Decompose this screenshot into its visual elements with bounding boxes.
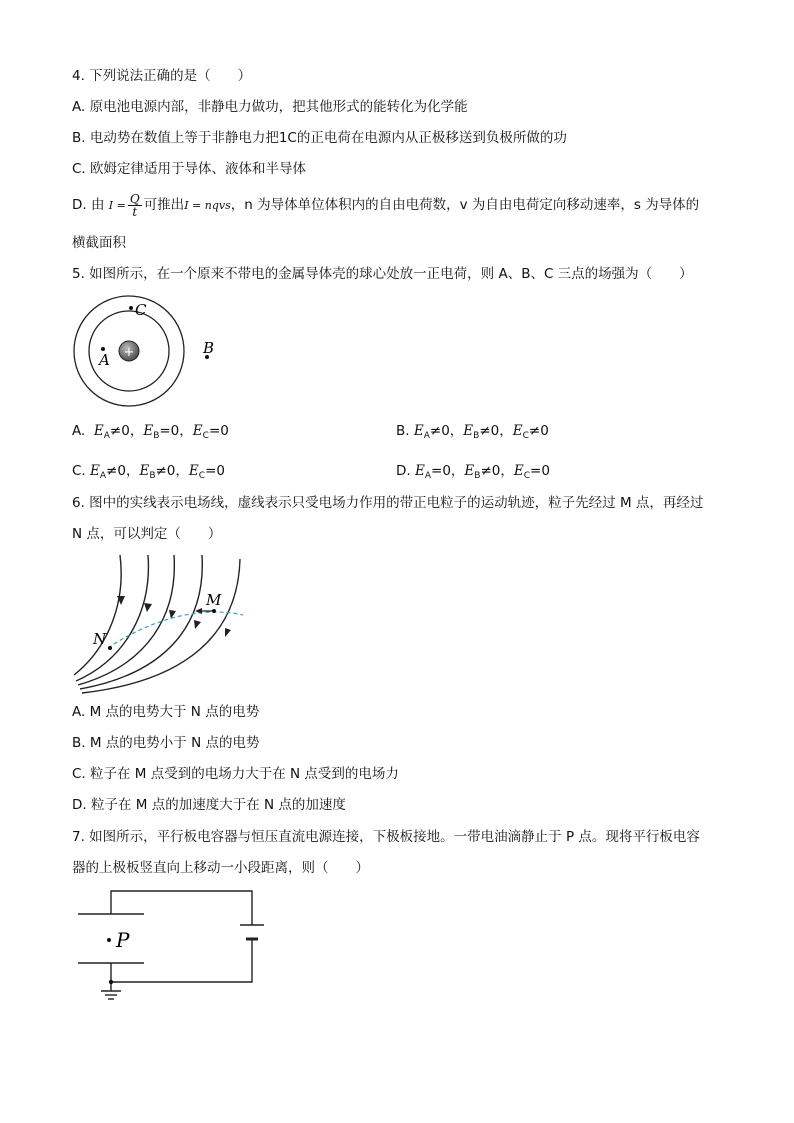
q5-c-ea: ≠0， (106, 463, 140, 479)
q5-option-c: C. $E_A\ne 0$，$E_B\ne 0$，$E_C=0$ (72, 463, 225, 481)
q4-d-fraction (128, 193, 142, 218)
q5-b-ea: ≠0， (429, 423, 464, 439)
q4-option-a: A. 原电池电源内部，非静电力做功，把其他形式的能转化为化学能 (72, 99, 468, 115)
q4-d-fraction-den: t (132, 204, 138, 219)
q6-option-c: C. 粒子在 M 点受到的电场力大于在 N 点受到的电场力 (72, 766, 399, 782)
q5-c-eb: ≠0， (155, 463, 189, 479)
q5-stem: 5. 如图所示，在一个原来不带电的金属导体壳的球心处放一正电荷，则 A、B、C 三点的场强为（ ） (72, 266, 693, 282)
q4-d-fraction-num: Q (129, 191, 140, 206)
q6-option-a: A. M 点的电势大于 N 点的电势 (72, 704, 260, 720)
label-p: P (116, 928, 130, 952)
junction-dot (109, 980, 113, 984)
field-line-3 (78, 555, 174, 685)
wire-bottom (111, 939, 252, 982)
q4-option-b: B. 电动势在数值上等于非静电力把1C的正电荷在电源内从正极移送到负极所做的功 (72, 130, 567, 146)
field-line-5 (82, 559, 240, 693)
q5-c-ec: =0 (205, 463, 225, 479)
field-arrow-2 (144, 603, 152, 612)
q4-d-formula-lhs: I = (108, 199, 126, 212)
q4-d-mid: 可推出 (143, 197, 185, 213)
field-line-1 (74, 555, 121, 675)
q5-c-label: C. (72, 463, 86, 479)
q5-a-ea: ≠0， (109, 423, 144, 439)
q5-d-eb: ≠0， (480, 463, 514, 479)
q5-option-a: A. $E_A\ne 0$，$E_B=0$，$E_C=0$ (72, 423, 229, 441)
label-m: M (206, 591, 222, 609)
q7-stem-line1: 7. 如图所示，平行板电容器与恒压直流电源连接，下极板接地。一带电油滴静止于 P 点。现将平行板电容 (72, 829, 700, 845)
q5-option-d: D. $E_A=0$，$E_B\ne 0$，$E_C=0$ (396, 463, 550, 481)
q5-d-ea: =0， (431, 463, 465, 479)
point-c-dot (129, 306, 133, 310)
q5-a-label: A. (72, 423, 86, 439)
force-vector-arrowhead (195, 608, 202, 614)
q5-b-ec: ≠0 (528, 423, 549, 439)
q4-d-formula2: I = nqvs (184, 199, 231, 212)
q4-d-rest: ，n 为导体单位体积内的自由电荷数，v 为自由电荷定向移动速率，s 为导体的 (230, 197, 700, 213)
q5-d-label: D. (396, 463, 411, 479)
point-m-dot (212, 609, 216, 613)
plus-sign: + (123, 345, 135, 360)
q5-b-label: B. (396, 423, 410, 439)
point-n-dot (108, 646, 112, 650)
q5-option-b: B. $E_A\ne 0$，$E_B\ne 0$，$E_C\ne 0$ (396, 423, 549, 441)
label-b: B (203, 339, 215, 357)
field-line-2 (76, 555, 148, 681)
q5-a-ec: =0 (208, 423, 229, 439)
wire-top (111, 891, 252, 925)
q4-option-d (72, 190, 699, 221)
q4-option-d-cont: 横截面积 (72, 235, 126, 251)
q7-stem-line2: 器的上极板竖直向上移动一小段距离，则（ ） (72, 860, 369, 876)
q5-d-ec: =0 (530, 463, 550, 479)
q6-stem-line1: 6. 图中的实线表示电场线，虚线表示只受电场力作用的带正电粒子的运动轨迹，粒子先经过 M 点，再经过 (72, 495, 704, 511)
q4-option-c: C. 欧姆定律适用于导体、液体和半导体 (72, 161, 307, 177)
particle-trajectory (108, 612, 243, 648)
q6-option-d: D. 粒子在 M 点的加速度大于在 N 点的加速度 (72, 797, 346, 813)
field-arrow-5 (225, 628, 231, 637)
q7-figure (74, 885, 274, 1005)
q5-b-eb: ≠0， (479, 423, 513, 439)
label-c: C (135, 301, 147, 319)
q4-stem: 4. 下列说法正确的是（ ） (72, 68, 252, 84)
q6-stem-line2: N 点，可以判定（ ） (72, 526, 222, 542)
label-n: N (93, 630, 107, 648)
label-a: A (99, 351, 110, 369)
point-p-dot (107, 938, 111, 942)
q5-figure (70, 290, 230, 412)
field-arrow-4 (194, 620, 201, 629)
q4-d-prefix: D. 由 (72, 197, 105, 213)
q6-option-b: B. M 点的电势小于 N 点的电势 (72, 735, 260, 751)
q6-figure (68, 553, 248, 695)
q5-a-eb: =0， (159, 423, 193, 439)
